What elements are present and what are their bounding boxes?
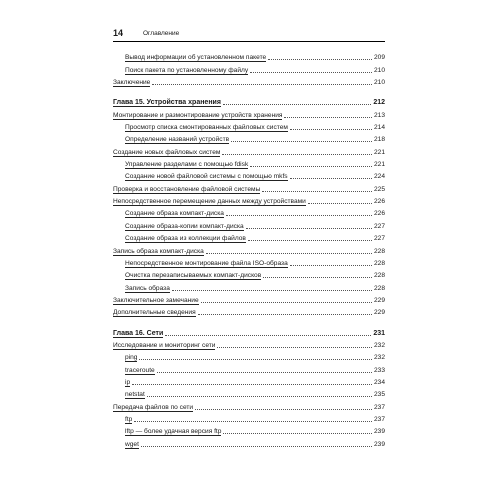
toc-entry bbox=[113, 243, 385, 255]
toc-entry bbox=[113, 120, 385, 132]
dot-leader bbox=[157, 372, 372, 373]
toc-entry-title: Исследование и мониторинг сети bbox=[113, 341, 216, 349]
toc-entry-title: Непосредственное монтирование файла ISO-образа bbox=[125, 259, 288, 267]
dot-leader bbox=[263, 277, 372, 278]
toc-entry-title: Создание новых файловых систем bbox=[113, 148, 221, 156]
dot-leader bbox=[290, 265, 372, 266]
toc-entry-title: Вывод информации об установленном пакете bbox=[125, 54, 267, 62]
toc-entry-title: Проверка и восстановление файловой системы bbox=[113, 185, 261, 193]
toc-entry-page: 227 bbox=[373, 222, 385, 230]
toc-entry bbox=[113, 62, 385, 74]
dot-leader bbox=[222, 154, 372, 155]
toc-entry-page: 229 bbox=[373, 296, 385, 304]
toc-entry bbox=[113, 181, 385, 193]
toc-entry-title: Запись образа bbox=[125, 284, 170, 292]
toc-entry-page: 237 bbox=[373, 403, 385, 411]
entry-underline bbox=[113, 86, 150, 87]
toc-entry bbox=[113, 280, 385, 292]
toc-entry-page: 212 bbox=[373, 99, 385, 107]
dot-leader bbox=[165, 335, 371, 336]
toc-entry-title: Заключительное замечание bbox=[113, 296, 199, 304]
toc-entry bbox=[113, 132, 385, 144]
toc-entry bbox=[113, 231, 385, 243]
toc-entry-title: ftp bbox=[125, 415, 133, 423]
dot-leader bbox=[246, 228, 372, 229]
toc-entry bbox=[113, 436, 385, 448]
toc-entry-title: Создание образа из коллекции файлов bbox=[125, 235, 246, 243]
toc-entry-page: 228 bbox=[373, 284, 385, 292]
table-of-contents bbox=[113, 50, 385, 449]
toc-entry-title: Непосредственное перемещение данных между устройствами bbox=[113, 198, 306, 206]
dot-leader bbox=[226, 215, 372, 216]
toc-entry-page: 210 bbox=[373, 79, 385, 87]
toc-entry bbox=[113, 387, 385, 399]
running-title: Оглавление bbox=[143, 30, 180, 37]
toc-entry bbox=[113, 412, 385, 424]
toc-entry-page: 237 bbox=[373, 415, 385, 423]
dot-leader bbox=[139, 359, 372, 360]
toc-entry bbox=[113, 206, 385, 218]
page-number: 14 bbox=[113, 28, 124, 38]
toc-entry-page: 229 bbox=[373, 309, 385, 317]
toc-entry-title: Очистка перезаписываемых компакт-дисков bbox=[125, 272, 262, 280]
toc-entry bbox=[113, 362, 385, 374]
toc-entry-title: Передача файлов по сети bbox=[113, 403, 194, 411]
toc-chapter-entry bbox=[113, 325, 385, 337]
toc-entry-title: Создание образа компакт-диска bbox=[125, 210, 224, 218]
toc-entry-title: Глава 15. Устройства хранения bbox=[113, 99, 221, 107]
toc-entry-title: Создание новой файловой системы с помощью mkfs bbox=[125, 173, 288, 181]
toc-entry-page: 239 bbox=[373, 440, 385, 448]
dot-leader bbox=[217, 347, 372, 348]
toc-entry-title: Монтирование и размонтирование устройств хранения bbox=[113, 111, 283, 119]
toc-entry-title: Создание образа-копии компакт-диска bbox=[125, 222, 244, 230]
toc-entry bbox=[113, 305, 385, 317]
toc-entry bbox=[113, 256, 385, 268]
toc-entry bbox=[113, 157, 385, 169]
toc-entry bbox=[113, 399, 385, 411]
toc-entry-page: 234 bbox=[373, 378, 385, 386]
toc-entry bbox=[113, 293, 385, 305]
toc-entry-title: Просмотр списка смонтированных файловых систем bbox=[125, 124, 288, 132]
dot-leader bbox=[250, 166, 372, 167]
dot-leader bbox=[141, 446, 372, 447]
toc-entry bbox=[113, 338, 385, 350]
dot-leader bbox=[206, 253, 372, 254]
dot-leader bbox=[134, 421, 372, 422]
toc-entry bbox=[113, 350, 385, 362]
dot-leader bbox=[262, 191, 372, 192]
toc-chapter-entry bbox=[113, 95, 385, 107]
dot-leader bbox=[250, 72, 372, 73]
toc-entry-page: 209 bbox=[373, 54, 385, 62]
toc-entry bbox=[113, 194, 385, 206]
toc-entry-page: 235 bbox=[373, 391, 385, 399]
toc-entry-title: Поиск пакета по установленному файлу bbox=[125, 66, 249, 74]
toc-entry bbox=[113, 107, 385, 119]
dot-leader bbox=[231, 141, 372, 142]
dot-leader bbox=[198, 314, 372, 315]
toc-entry-title: Дополнительные сведения bbox=[113, 309, 196, 317]
toc-entry-title: Заключение bbox=[113, 79, 151, 87]
toc-entry-title: Определение названий устройств bbox=[125, 136, 230, 144]
toc-entry-page: 228 bbox=[373, 247, 385, 255]
toc-entry bbox=[113, 218, 385, 230]
toc-entry-page: 221 bbox=[373, 161, 385, 169]
toc-entry-page: 232 bbox=[373, 341, 385, 349]
entry-underline bbox=[125, 448, 139, 449]
entry-underline bbox=[113, 316, 196, 317]
toc-entry-title: ping bbox=[125, 354, 138, 362]
dot-leader bbox=[195, 409, 372, 410]
toc-entry-page: 210 bbox=[373, 66, 385, 74]
dot-leader bbox=[308, 203, 372, 204]
toc-entry-title: Управление разделами с помощью fdisk bbox=[125, 161, 249, 169]
toc-entry-page: 226 bbox=[373, 210, 385, 218]
dot-leader bbox=[201, 302, 372, 303]
toc-entry-page: 228 bbox=[373, 272, 385, 280]
toc-entry-title: Запись образа компакт-диска bbox=[113, 247, 204, 255]
toc-entry bbox=[113, 268, 385, 280]
dot-leader bbox=[147, 396, 372, 397]
dot-leader bbox=[172, 290, 372, 291]
toc-entry-page: 224 bbox=[373, 173, 385, 181]
toc-entry-title: ip bbox=[125, 378, 131, 386]
dot-leader bbox=[132, 384, 372, 385]
dot-leader bbox=[290, 129, 372, 130]
toc-entry-page: 213 bbox=[373, 111, 385, 119]
toc-entry-page: 232 bbox=[373, 354, 385, 362]
toc-entry-page: 226 bbox=[373, 198, 385, 206]
toc-entry bbox=[113, 75, 385, 87]
toc-entry-page: 228 bbox=[373, 259, 385, 267]
toc-entry-page: 227 bbox=[373, 235, 385, 243]
toc-entry bbox=[113, 144, 385, 156]
running-header bbox=[113, 27, 385, 42]
toc-entry-page: 214 bbox=[373, 124, 385, 132]
toc-entry-title: netstat bbox=[125, 391, 145, 399]
dot-leader bbox=[290, 178, 372, 179]
toc-entry-title: traceroute bbox=[125, 366, 155, 374]
toc-entry-page: 233 bbox=[373, 366, 385, 374]
toc-entry-title: Глава 16. Сети bbox=[113, 329, 164, 337]
dot-leader bbox=[223, 104, 371, 105]
toc-entry-page: 221 bbox=[373, 148, 385, 156]
toc-entry-title: wget bbox=[125, 440, 139, 448]
dot-leader bbox=[223, 433, 372, 434]
toc-entry-page: 239 bbox=[373, 428, 385, 436]
toc-entry-page: 218 bbox=[373, 136, 385, 144]
dot-leader bbox=[152, 84, 372, 85]
toc-entry-title: lftp — более удачная версия ftp bbox=[125, 428, 222, 436]
dot-leader bbox=[284, 117, 372, 118]
dot-leader bbox=[268, 59, 372, 60]
dot-leader bbox=[248, 240, 372, 241]
toc-entry-page: 231 bbox=[373, 329, 385, 337]
toc-entry bbox=[113, 424, 385, 436]
toc-entry bbox=[113, 375, 385, 387]
toc-entry-page: 225 bbox=[373, 185, 385, 193]
toc-entry bbox=[113, 50, 385, 62]
toc-entry bbox=[113, 169, 385, 181]
